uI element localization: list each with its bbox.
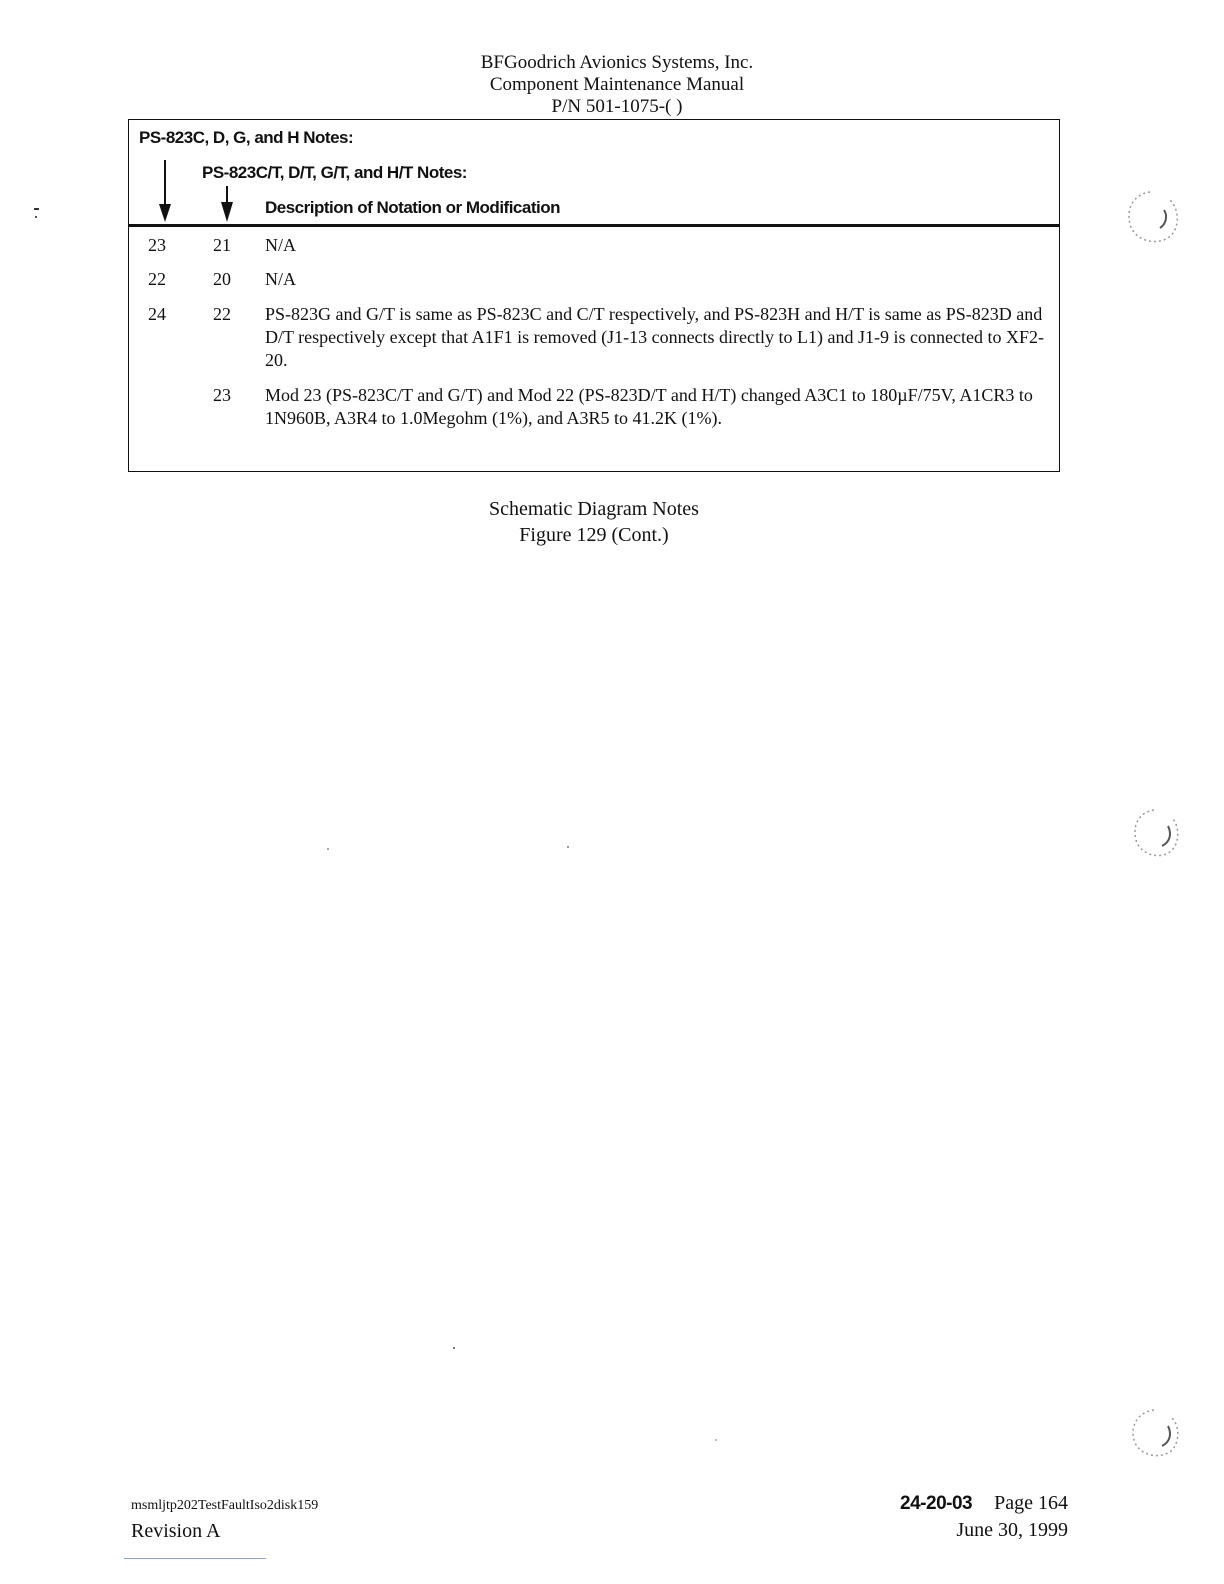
scan-mark xyxy=(453,1347,455,1349)
footer-underline xyxy=(124,1558,266,1559)
header-divider xyxy=(129,224,1059,227)
note-description: Mod 23 (PS-823C/T and G/T) and Mod 22 (PS-823D/T and H/T) changed A3C1 to 180µF/75V, A1CR3 to 1N960B, A3R4 to 1.0Megohm (1%), and A3R5 to 41.2K (1%). xyxy=(265,385,1033,428)
revision-date: June 30, 1999 xyxy=(956,1519,1068,1541)
note-description: N/A xyxy=(265,235,296,255)
revision: Revision A xyxy=(131,1520,221,1542)
col3-header: Description of Notation or Modification xyxy=(265,198,560,217)
note-number: 21 xyxy=(213,235,231,255)
col2-header: PS-823C/T, D/T, G/T, and H/T Notes: xyxy=(202,163,467,182)
note-number: 22 xyxy=(148,269,166,289)
scan-mark xyxy=(34,208,39,210)
caption-figure: Figure 129 (Cont.) xyxy=(519,524,669,546)
page-header xyxy=(0,52,1224,118)
col1-header: PS-823C, D, G, and H Notes: xyxy=(139,128,354,147)
company-name: BFGoodrich Avionics Systems, Inc. xyxy=(480,52,754,73)
down-arrow-icon xyxy=(155,160,175,222)
down-arrow-icon xyxy=(217,186,237,222)
scan-mark xyxy=(715,1439,717,1441)
footer-right xyxy=(860,1490,1068,1543)
notes-table xyxy=(128,119,1060,472)
note-description: N/A xyxy=(265,269,296,289)
note-description: PS-823G and G/T is same as PS-823C and C/T respectively, and PS-823H and H/T is same as PS-823D and D/T respectively except that A1F1 is removed (J1-13 connects directly to L1) and J1-9 is connected to XF2-20. xyxy=(265,304,1044,370)
note-number: 23 xyxy=(148,235,166,255)
binder-hole-icon xyxy=(1128,806,1186,864)
note-number: 20 xyxy=(213,269,231,289)
figure-caption xyxy=(0,496,1188,548)
note-number: 22 xyxy=(213,304,231,324)
footer-left xyxy=(131,1498,318,1543)
page-number: Page 164 xyxy=(994,1492,1068,1514)
part-number: P/N 501-1075-( ) xyxy=(551,96,683,117)
manual-title: Component Maintenance Manual xyxy=(489,74,745,95)
scan-mark xyxy=(567,846,569,848)
note-number: 24 xyxy=(148,304,166,324)
scan-mark xyxy=(327,848,329,850)
scan-mark xyxy=(35,216,37,218)
file-id: msmljtp202TestFaultIso2disk159 xyxy=(131,1498,319,1513)
binder-hole-icon xyxy=(1120,184,1186,254)
binder-hole-icon xyxy=(1126,1406,1186,1464)
caption-title: Schematic Diagram Notes xyxy=(489,498,699,520)
chapter-code: 24-20-03 xyxy=(900,1493,973,1514)
note-number: 23 xyxy=(213,385,231,405)
